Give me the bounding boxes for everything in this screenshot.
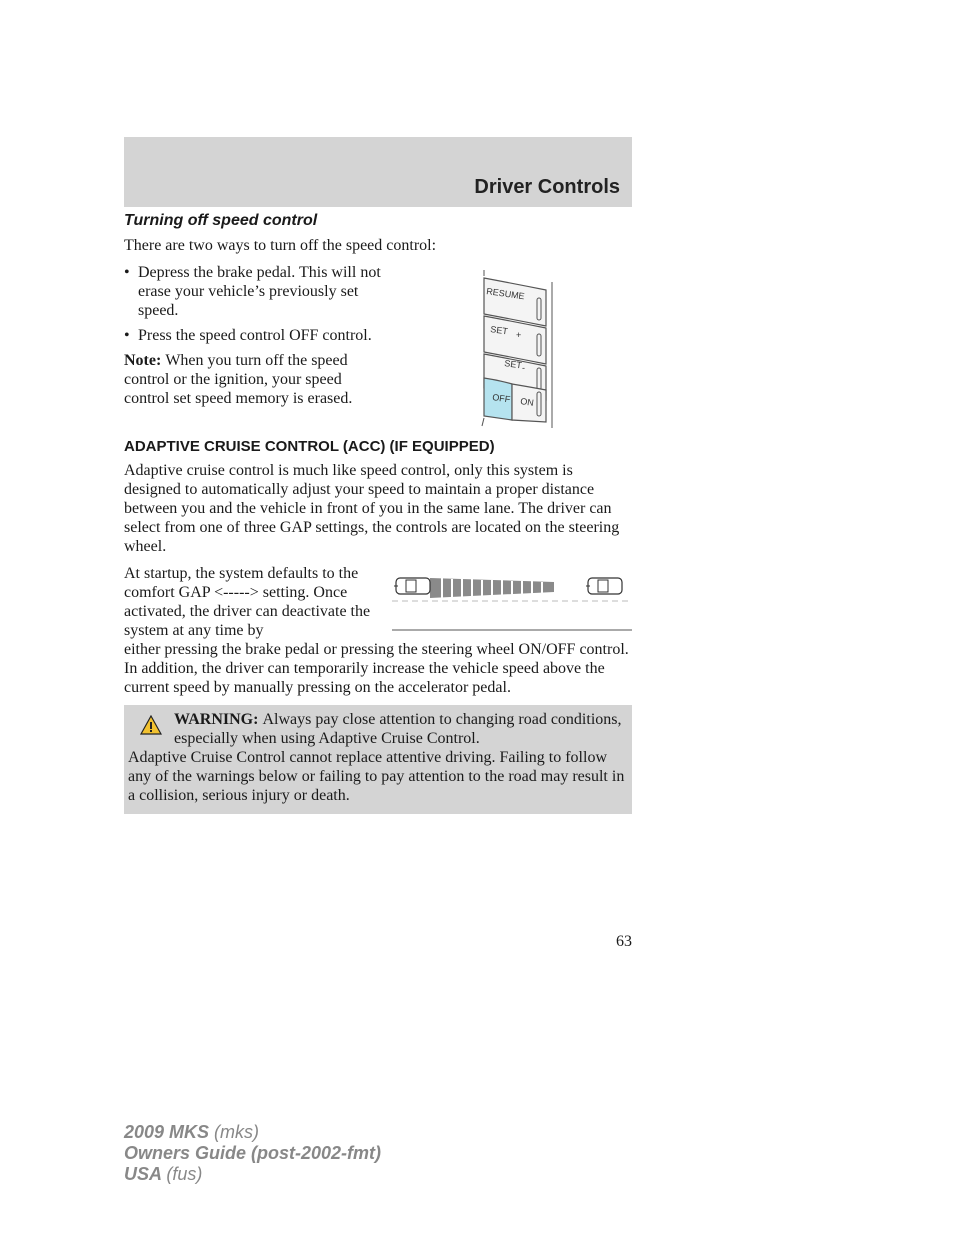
warning-triangle-icon xyxy=(140,715,162,735)
warning-text-rest: Adaptive Cruise Control cannot replace attentive driving. Failing to follow any of the warnings below or failing to pay attention to the road may result in a collision, serious injury or death. xyxy=(128,749,625,804)
acc-paragraph-1: Adaptive cruise control is much like speed control, only this system is designed to automatically adjust your speed to maintain a proper distance between you and the vehicle in front of you in the same lane. The driver can select from one of three GAP settings, the controls are located on the steering wheel. xyxy=(124,462,620,555)
header-band xyxy=(124,137,632,207)
set-plus-label: SET xyxy=(489,324,509,337)
warning-box xyxy=(124,705,632,814)
footer-model: 2009 MKS xyxy=(124,1122,215,1142)
footer-market: USA xyxy=(124,1164,167,1184)
set-plus-sign: + xyxy=(516,330,522,340)
footer-line-3 xyxy=(124,1164,381,1185)
acc-heading: ADAPTIVE CRUISE CONTROL (ACC) (IF EQUIPPED) xyxy=(124,438,495,455)
page-number: 63 xyxy=(616,933,632,950)
turning-off-intro: There are two ways to turn off the speed control: xyxy=(124,237,437,254)
turn-off-bullet-list xyxy=(124,263,389,345)
footer-line-2: Owners Guide (post-2002-fmt) xyxy=(124,1143,382,1163)
list-item xyxy=(124,326,389,345)
acc-paragraph-2-wrap: At startup, the system defaults to the comfort GAP <-----> setting. Once activated, the driver can deactivate the system at any time by xyxy=(124,565,371,639)
turning-off-heading: Turning off speed control xyxy=(124,212,318,229)
footer-model-code: (mks) xyxy=(214,1122,260,1142)
warning-text-line1: Always pay close attention to changing road conditions, especially when using Adaptive Cruise Control. xyxy=(174,711,622,747)
acc-paragraph-2-full: either pressing the brake pedal or pressing the steering wheel ON/OFF control. In addition, the driver can temporarily increase the vehicle speed above the current speed by manually pressing on the accelerator pedal. xyxy=(124,641,629,696)
bullet-glyph: • xyxy=(124,327,130,344)
set-minus-sign: - xyxy=(522,363,525,373)
warning-label: WARNING: xyxy=(174,711,263,728)
on-label: ON xyxy=(519,396,535,408)
off-label: OFF xyxy=(491,392,511,405)
footer-line-1 xyxy=(124,1122,381,1143)
note-paragraph xyxy=(124,351,389,408)
bullet-glyph: • xyxy=(124,264,130,281)
page-content xyxy=(124,212,632,814)
note-label: Note: xyxy=(124,352,166,369)
footer-market-code: (fus) xyxy=(166,1164,203,1184)
list-item xyxy=(124,263,389,320)
footer xyxy=(124,1122,381,1185)
warning-first-line xyxy=(128,710,628,748)
set-minus-label: SET xyxy=(503,358,523,371)
section-title: Driver Controls xyxy=(474,176,620,198)
resume-label: RESUME xyxy=(485,286,526,302)
note-text: When you turn off the speed control or the ignition, your speed control set speed memory is erased. xyxy=(124,352,353,407)
bullet-text: Depress the brake pedal. This will not erase your vehicle’s previously set speed. xyxy=(138,264,381,319)
bullet-text: Press the speed control OFF control. xyxy=(138,327,372,344)
